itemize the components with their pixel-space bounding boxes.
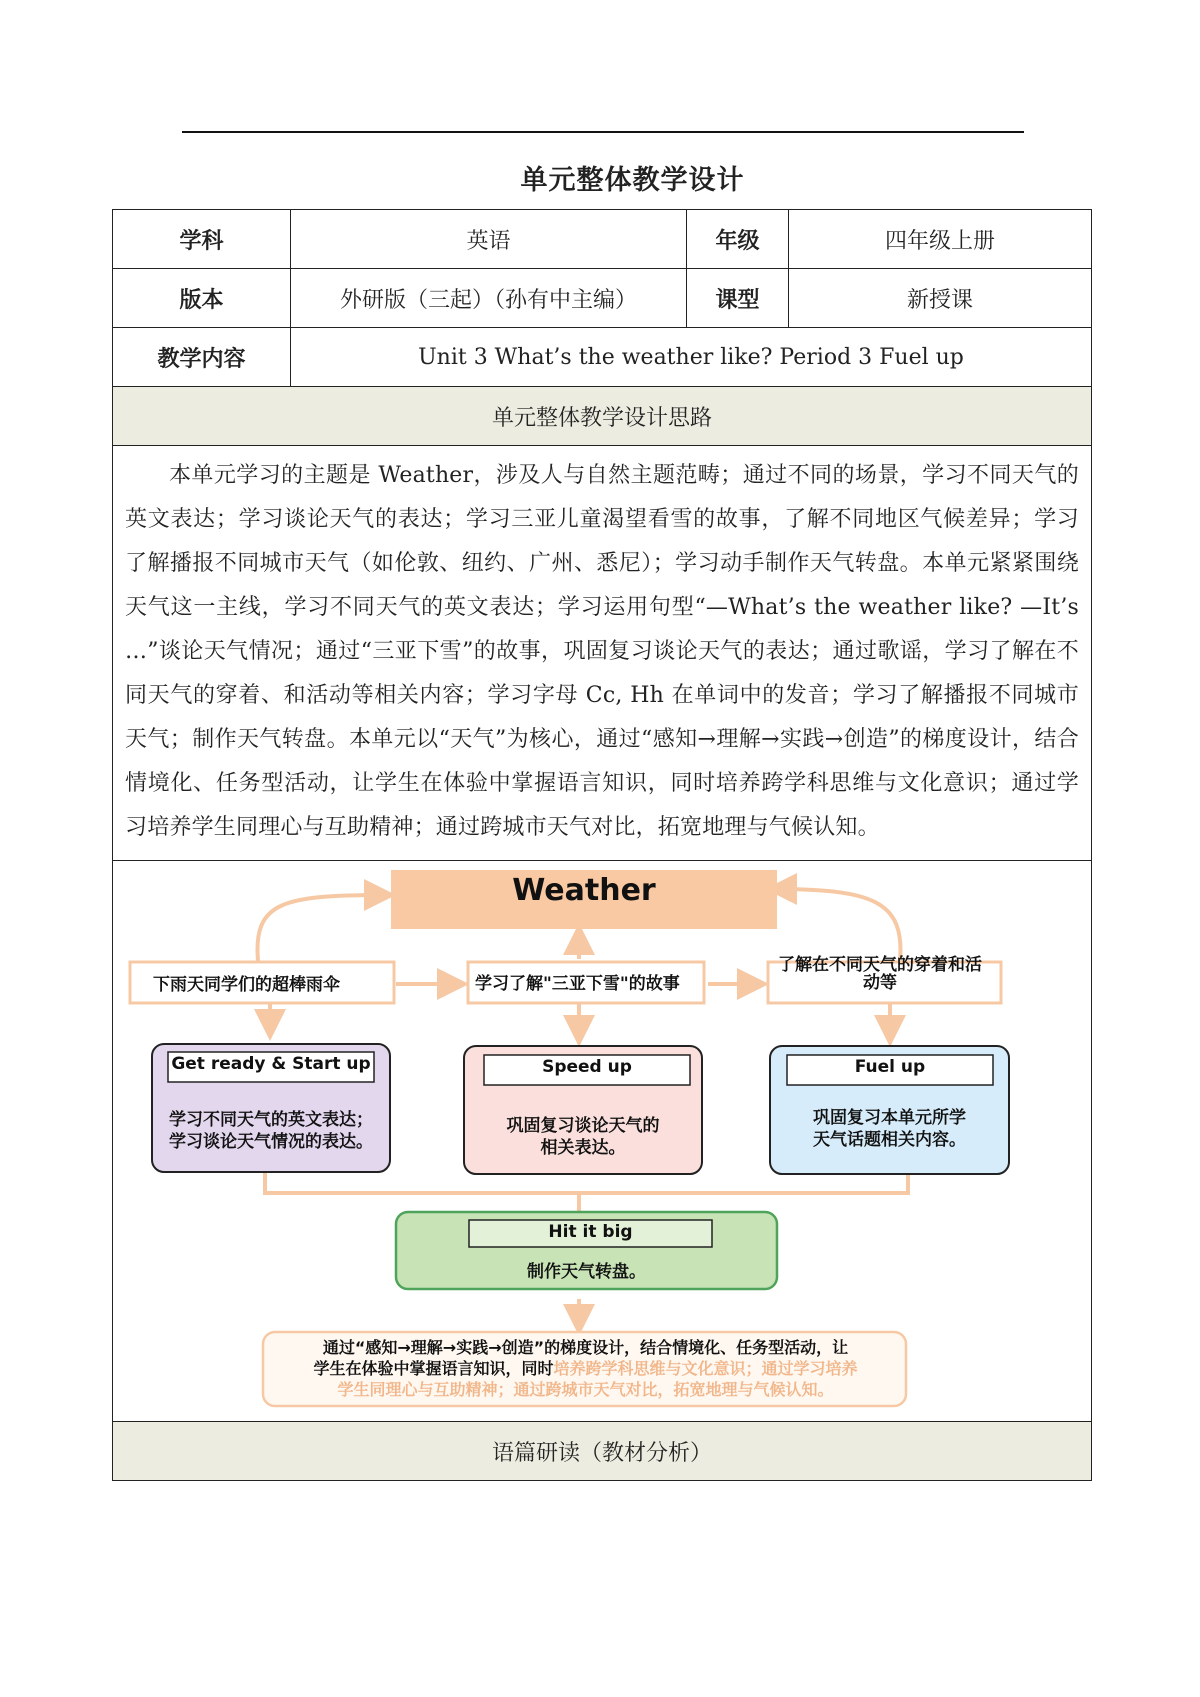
lesson-design-table <box>112 209 1092 1481</box>
design-section-heading: 单元整体教学设计思路 <box>113 387 1092 446</box>
subject-value: 英语 <box>291 210 687 269</box>
summary-text <box>273 1337 898 1400</box>
content-value: Unit 3 What’s the weather like? Period 3 Fuel up <box>291 328 1092 387</box>
diagram-cell <box>113 861 1092 1422</box>
summary-line-2-dark: 学生在体验中掌握语言知识，同时 <box>313 1359 554 1378</box>
edition-value: 外研版（三起）（孙有中主编） <box>291 269 687 328</box>
stage-title-2: Speed up <box>542 1057 632 1077</box>
lesson-type-label: 课型 <box>687 269 789 328</box>
table-row <box>113 1422 1092 1481</box>
edition-label: 版本 <box>113 269 291 328</box>
stage-title-3: Fuel up <box>854 1057 926 1077</box>
stage-desc-1 <box>152 1109 390 1153</box>
table-row <box>113 210 1092 269</box>
analysis-heading: 语篇研读（教材分析） <box>113 1422 1092 1481</box>
scene-label-1: 下雨天同学们的超棒雨伞 <box>153 975 340 995</box>
summary-line-1: 通过“感知→理解→实践→创造”的梯度设计，结合情境化、任务型活动，让 <box>322 1338 849 1357</box>
stage-desc-2-line2: 相关表达。 <box>540 1138 626 1158</box>
stage-desc-3-line1: 巩固复习本单元所学 <box>813 1108 966 1128</box>
table-row <box>113 328 1092 387</box>
arrow-scene1-to-topic <box>257 895 388 961</box>
final-desc: 制作天气转盘。 <box>527 1262 646 1282</box>
subject-label: 学科 <box>113 210 291 269</box>
content-label: 教学内容 <box>113 328 291 387</box>
stage-desc-1-line1: 学习不同天气的英文表达； <box>169 1110 373 1130</box>
final-title: Hit it big <box>548 1222 633 1242</box>
stage-desc-3-line2: 天气话题相关内容。 <box>813 1130 966 1150</box>
topic-label: Weather <box>512 873 656 908</box>
table-row <box>113 269 1092 328</box>
table-row <box>113 387 1092 446</box>
page-title: 单元整体教学设计 <box>520 165 745 196</box>
lesson-type-value: 新授课 <box>789 269 1092 328</box>
unit-structure-diagram <box>113 861 1092 1421</box>
arrow-scene3-to-topic <box>773 889 900 961</box>
stage-desc-2-line1: 巩固复习谈论天气的 <box>506 1116 660 1136</box>
summary-line-3: 学生同理心与互助精神；通过跨城市天气对比，拓宽地理与气候认知。 <box>337 1380 834 1399</box>
intro-paragraph: 本单元学习的主题是 Weather，涉及人与自然主题范畴；通过不同的场景，学习不同天气的英文表达；学习谈论天气的表达；学习三亚儿童渴望看雪的故事，了解不同地区气候差异；学习了解播报不同城市天气（如伦敦、纽约、广州、悉尼）；学习动手制作天气转盘。本单元紧紧围绕天气这一主线，学习不同天气的英文表达；学习运用句型“—What’s the weather like? —It’s …”谈论天气情况；通过“三亚下雪”的故事，巩固复习谈论天气的表达；通过歌谣，学习了解在不同天气的穿着、和活动等相关内容；学习字母 Cc, Hh 在单词中的发音；学习了解播报不同城市天气；制作天气转盘。本单元以“天气”为核心，通过“感知→理解→实践→创造”的梯度设计，结合情境化、任务型活动，让学生在体验中掌握语言知识，同时培养跨学科思维与文化意识；通过学习培养学生同理心与互助精神；通过跨城市天气对比，拓宽地理与气候认知。 <box>113 446 1092 861</box>
stage-title-1: Get ready & Start up <box>171 1054 371 1074</box>
grade-label: 年级 <box>687 210 789 269</box>
stage-desc-2 <box>464 1115 702 1159</box>
bracket-stages <box>265 1173 908 1193</box>
header-rule <box>182 131 1024 133</box>
scene-label-2: 学习了解"三亚下雪"的故事 <box>475 974 680 994</box>
stage-desc-1-line2: 学习谈论天气情况的表达。 <box>169 1132 373 1152</box>
table-row <box>113 861 1092 1422</box>
table-row <box>113 446 1092 861</box>
grade-value: 四年级上册 <box>789 210 1092 269</box>
summary-line-2-light: 培养跨学科思维与文化意识；通过学习培养 <box>553 1359 858 1378</box>
scene-label-3: 了解在不同天气的穿着和活动等 <box>778 955 982 993</box>
stage-desc-3 <box>770 1107 1009 1151</box>
summary-line-2 <box>273 1358 898 1379</box>
